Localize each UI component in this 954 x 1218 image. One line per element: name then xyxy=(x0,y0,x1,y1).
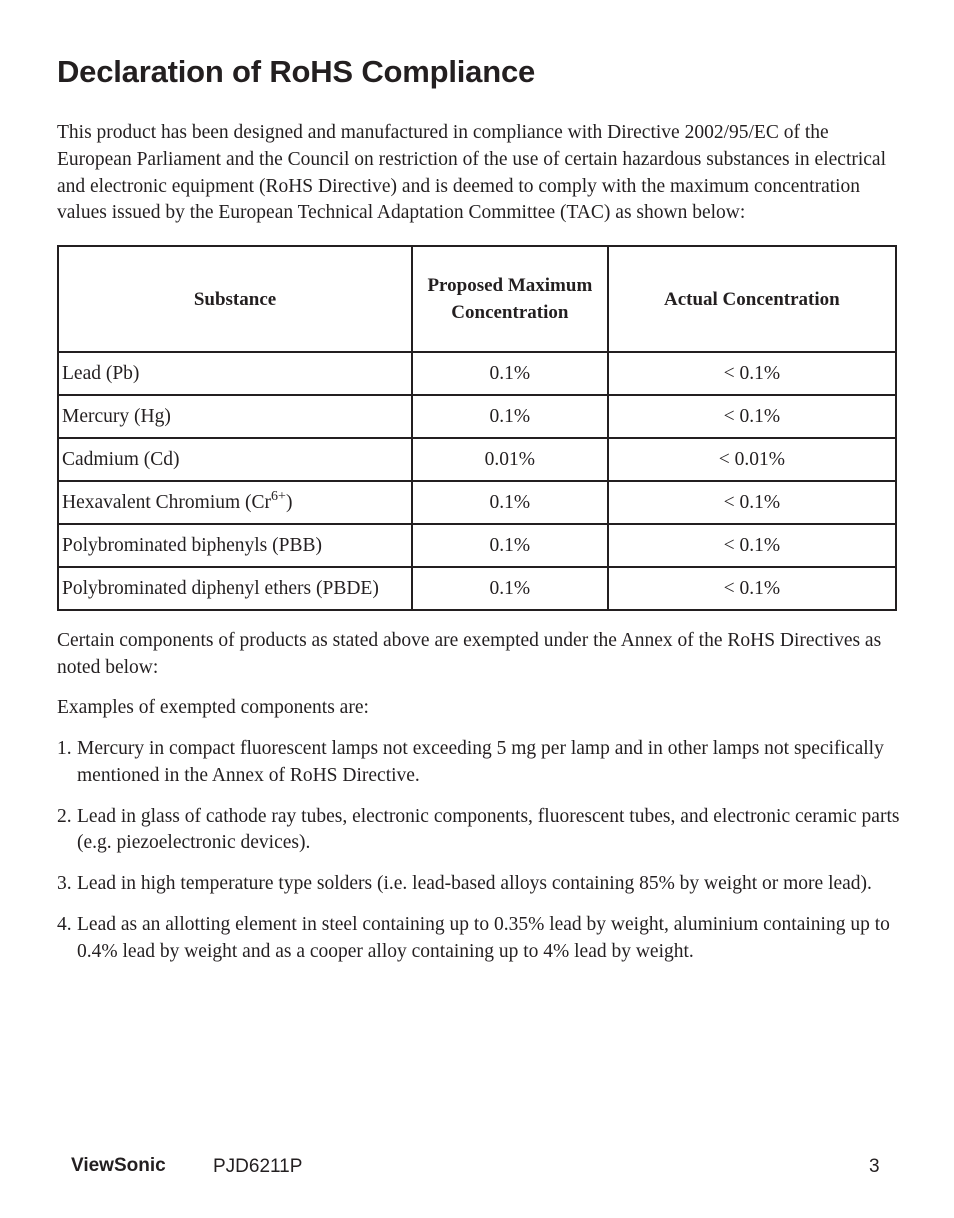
list-number: 3. xyxy=(57,873,72,895)
list-text: Lead as an allotting element in steel containing up to 0.35% lead by weight, aluminium containing up to 0.4% lead by weight and as a cooper alloy containing up to 4% lead by weight. xyxy=(77,913,890,962)
examples-heading: Examples of exempted components are: xyxy=(57,697,369,718)
intro-paragraph: This product has been designed and manufactured in compliance with Directive 2002/95/EC of the European Parliament and the Council on restriction of the use of certain hazardous substances in electrical and electronic equipment (RoHS Directive) and is deemed to comply with the maximum concentration values issued by the European Technical Adaptation Committee (TAC) as shown below: xyxy=(57,122,886,224)
model-number: PJD6211P xyxy=(213,1156,303,1177)
actual-cell: < 0.1% xyxy=(608,395,896,438)
table-header-row xyxy=(58,246,896,352)
substance-cell: Polybrominated biphenyls (PBB) xyxy=(58,524,412,567)
substance-text: Hexavalent Chromium (Cr xyxy=(62,491,272,513)
list-item xyxy=(57,871,902,898)
substance-cell: Mercury (Hg) xyxy=(58,395,412,438)
table-row xyxy=(58,524,896,567)
header-proposed-max xyxy=(412,246,608,352)
charge-superscript: 6+ xyxy=(271,488,286,504)
proposed-cell: 0.1% xyxy=(412,352,608,395)
header-proposed-line1: Proposed Maximum xyxy=(427,275,593,296)
list-item xyxy=(57,912,902,966)
substance-text-end: ) xyxy=(285,491,293,513)
substance-cell xyxy=(58,481,412,524)
header-proposed-line2: Concentration xyxy=(451,302,569,323)
actual-cell: < 0.1% xyxy=(608,352,896,395)
substance-cell: Cadmium (Cd) xyxy=(58,438,412,481)
proposed-cell: 0.1% xyxy=(412,395,608,438)
brand-logo-text: ViewSonic xyxy=(71,1155,166,1176)
proposed-cell: 0.1% xyxy=(412,567,608,610)
page-title: Declaration of RoHS Compliance xyxy=(57,54,536,89)
list-text: Lead in high temperature type solders (i.e. lead-based alloys containing 85% by weight or more lead). xyxy=(77,873,872,895)
list-item xyxy=(57,804,902,858)
rohs-table xyxy=(57,245,897,611)
table-row xyxy=(58,567,896,610)
list-number: 4. xyxy=(57,913,72,935)
list-number: 2. xyxy=(57,805,72,827)
substance-cell: Polybrominated diphenyl ethers (PBDE) xyxy=(58,567,412,610)
actual-cell: < 0.1% xyxy=(608,524,896,567)
table-row xyxy=(58,481,896,524)
list-text: Lead in glass of cathode ray tubes, electronic components, fluorescent tubes, and electronic ceramic parts (e.g. piezoelectronic devices). xyxy=(77,805,900,854)
table-row xyxy=(58,438,896,481)
actual-cell: < 0.1% xyxy=(608,481,896,524)
actual-cell: < 0.01% xyxy=(608,438,896,481)
actual-cell: < 0.1% xyxy=(608,567,896,610)
proposed-cell: 0.1% xyxy=(412,524,608,567)
header-substance: Substance xyxy=(58,246,412,352)
proposed-cell: 0.1% xyxy=(412,481,608,524)
header-actual: Actual Concentration xyxy=(608,246,896,352)
page-number: 3 xyxy=(869,1156,880,1177)
list-item xyxy=(57,736,902,790)
exemption-paragraph: Certain components of products as stated above are exempted under the Annex of the RoHS Directives as noted below: xyxy=(57,630,882,678)
proposed-cell: 0.01% xyxy=(412,438,608,481)
examples-list xyxy=(57,736,902,980)
list-number: 1. xyxy=(57,738,72,759)
table-row xyxy=(58,352,896,395)
substance-cell: Lead (Pb) xyxy=(58,352,412,395)
table-row xyxy=(58,395,896,438)
list-text: Mercury in compact fluorescent lamps not exceeding 5 mg per lamp and in other lamps not specifically mentioned in the Annex of RoHS Directive. xyxy=(77,738,884,786)
